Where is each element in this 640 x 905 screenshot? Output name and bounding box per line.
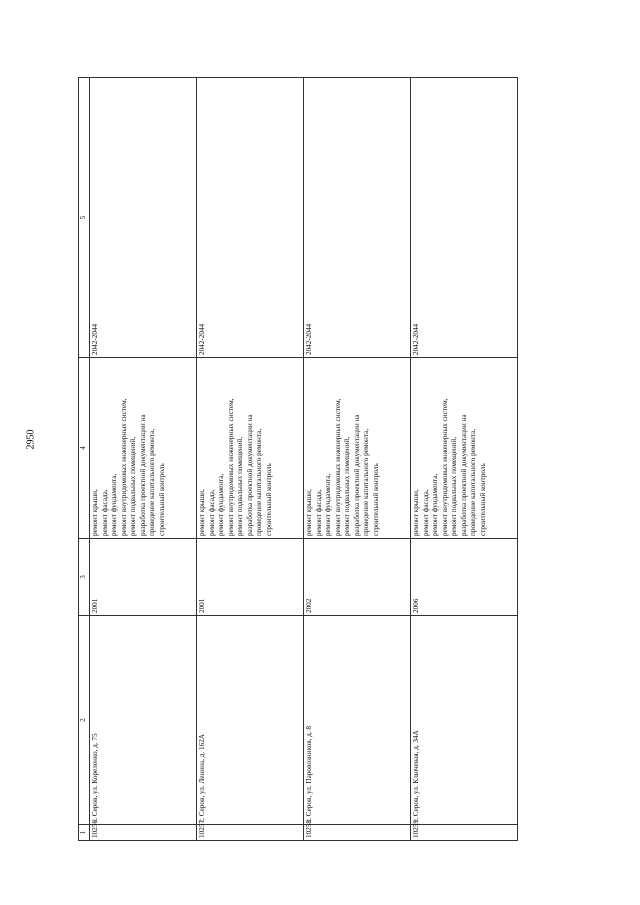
period-cell: 2042-2044 [90,78,197,358]
work-item: ремонт крыши, [198,489,206,536]
work-item: проведение капитального ремонта, [148,428,156,536]
work-item: строительный контроль [264,463,273,536]
year-cell: 2006 [411,539,518,616]
works-cell [411,358,518,539]
column-header-3: 3 [79,539,90,616]
address-cell: г. Серов, ул. Паровозников, д. 8 [304,616,411,825]
table-row [304,78,411,841]
work-item: ремонт подвальных помещений, [236,436,244,536]
work-item: ремонт крыши, [412,489,420,536]
table-row [411,78,518,841]
column-header-4: 4 [79,358,90,539]
work-item: ремонт внутридомовых инженерных систем, [226,398,235,536]
work-item: проведение капитального ремонта, [255,428,263,536]
work-item: ремонт подвальных помещений, [343,436,351,536]
works-cell [197,358,304,539]
work-item: строительный контроль [478,463,487,536]
address-cell: г. Серов, ул. Ленина, д. 162А [197,616,304,825]
work-item: ремонт внутридомовых инженерных систем, [440,398,449,536]
work-item: ремонт крыши, [305,489,313,536]
work-item: разработка проектной документации на [138,414,147,536]
work-item: ремонт фасада, [207,489,216,536]
repair-schedule-table-wrapper [78,78,505,841]
column-header-1: 1 [79,825,90,841]
works-cell [90,358,197,539]
work-item: ремонт фундамента, [110,473,118,536]
work-item: разработка проектной документации на [245,414,254,536]
row-number: 10258. [304,825,411,841]
work-item: проведение капитального ремонта, [362,428,370,536]
year-cell: 2001 [90,539,197,616]
work-item: ремонт внутридомовых инженерных систем, [119,398,128,536]
address-cell: г. Серов, ул. Кореленко, д. 75 [90,616,197,825]
works-cell [304,358,411,539]
work-item: ремонт фундамента, [431,473,439,536]
work-item: ремонт крыши, [91,489,99,536]
work-item: разработка проектной документации на [459,414,468,536]
table-row [90,78,197,841]
period-cell: 2042-2044 [197,78,304,358]
work-item: ремонт внутридомовых инженерных систем, [333,398,342,536]
period-cell: 2042-2044 [304,78,411,358]
work-item: ремонт фасада, [314,489,323,536]
table-row [197,78,304,841]
work-item: ремонт фасада, [100,489,109,536]
work-item: ремонт подвальных помещений, [129,436,137,536]
work-item: ремонт подвальных помещений, [450,436,458,536]
work-item: ремонт фасада, [421,489,430,536]
year-cell: 2001 [197,539,304,616]
period-cell: 2042-2044 [411,78,518,358]
address-cell: г. Серов, ул. Ключевая, д. 34А [411,616,518,825]
page-number: 2950 [25,429,37,450]
header-row [79,78,90,841]
work-item: ремонт фундамента, [324,473,332,536]
column-header-2: 2 [79,616,90,825]
work-item: строительный контроль [157,463,166,536]
repair-schedule-table [78,77,518,841]
row-number: 10256. [90,825,197,841]
column-header-5: 5 [79,78,90,358]
year-cell: 2002 [304,539,411,616]
work-item: проведение капитального ремонта, [469,428,477,536]
work-item: разработка проектной документации на [352,414,361,536]
row-number: 10257. [197,825,304,841]
work-item: ремонт фундамента, [217,473,225,536]
row-number: 10259. [411,825,518,841]
work-item: строительный контроль [371,463,380,536]
